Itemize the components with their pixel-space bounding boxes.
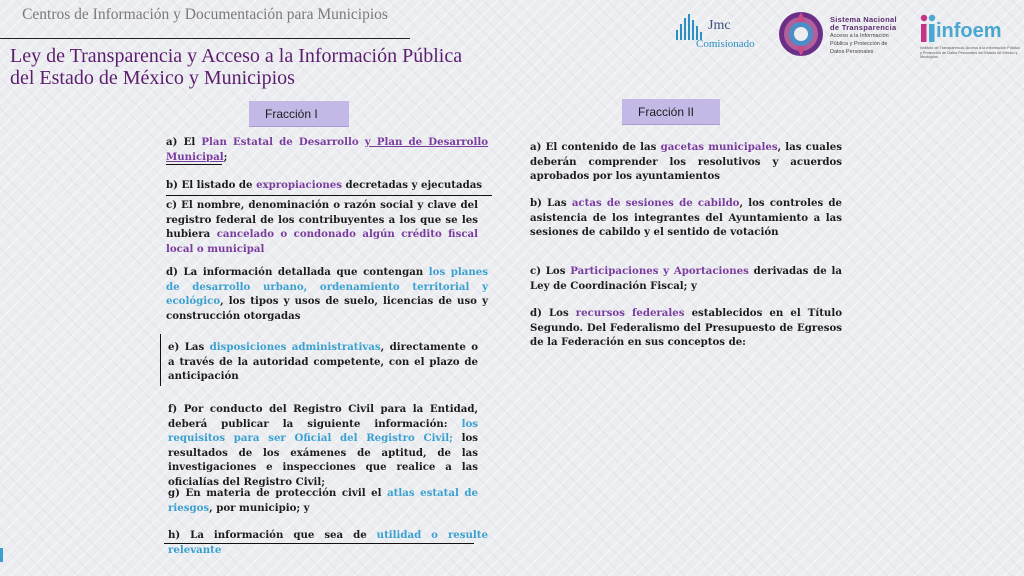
divider-e xyxy=(160,334,161,386)
divider-h xyxy=(164,543,474,544)
fraccion-2-item-b: b) Las actas de sesiones de cabildo, los controles de asistencia de los integrantes del Ayuntamiento a las sesiones de cabildo y el sentido de votación xyxy=(530,197,842,239)
infoem-logo-tagline: Instituto de Transparencia, Acceso a la Información Pública y Protección de Datos Personales del Estado de México y Municipios xyxy=(920,46,1020,60)
page-title: Ley de Transparencia y Acceso a la Información Pública del Estado de México y Municipios xyxy=(10,45,463,89)
snt-logo-line2: de Transparencia xyxy=(830,23,897,32)
jmc-logo-sub: Comisionado xyxy=(696,38,755,50)
fraccion-1-item-e: e) Las disposiciones administrativas, directamente o a través de la autoridad competente, con el plazo de anticipación xyxy=(168,341,478,383)
jmc-bars-icon xyxy=(676,14,706,40)
snt-logo-line1: Sistema Nacional xyxy=(830,15,897,24)
snt-emblem-icon xyxy=(776,10,826,58)
divider-a xyxy=(166,164,222,165)
header-subtitle: Centros de Información y Documentación para Municipios xyxy=(22,6,388,23)
fraccion-2-item-a: a) El contenido de las gacetas municipales, las cuales deberán comprender los resolutivos y acuerdos aprobados por los ayuntamientos xyxy=(530,141,842,183)
slide-edge-marker xyxy=(0,548,3,562)
fraccion-1-item-f: f) Por conducto del Registro Civil para la Entidad, deberá publicar la siguiente información: los requisitos para ser Oficial del Registro Civil; los resultados de los exámenes de aptitud, de las investigaciones e inspecciones que realice a las oficialías del Registro Civil; xyxy=(168,403,478,488)
infoem-i-icon xyxy=(918,14,938,44)
fraccion-1-item-c: c) El nombre, denominación o razón social y clave del registro federal de los contribuyentes a los que se les hubiera cancelado o condonado algún crédito fiscal local o municipal xyxy=(166,199,478,255)
fraccion-2-item-c: c) Los Participaciones y Aportaciones derivadas de la Ley de Coordinación Fiscal; y xyxy=(530,265,842,292)
header-divider xyxy=(0,38,410,39)
infoem-logo-name: infoem xyxy=(936,20,1002,42)
jmc-logo xyxy=(676,12,770,54)
infoem-logo xyxy=(916,10,1020,62)
fraccion-1-item-d: d) La información detallada que contengan los planes de desarrollo urbano, ordenamiento territorial y ecológico, los tipos y usos de suelo, licencias de uso y construcción otorgadas xyxy=(166,266,488,322)
fraccion-1-tab: Fracción I xyxy=(249,101,349,127)
divider-b xyxy=(166,195,492,196)
fraccion-1-item-a: a) El Plan Estatal de Desarrollo y Plan de Desarrollo Municipal; xyxy=(166,136,489,163)
fraccion-1-item-g: g) En materia de protección civil el atlas estatal de riesgos, por municipio; y xyxy=(168,487,478,514)
snt-logo-text xyxy=(830,16,902,56)
jmc-logo-name: Jmc xyxy=(708,18,731,33)
snt-logo-line3: Acceso a la Información Pública y Protección de Datos Personales xyxy=(830,33,889,55)
fraccion-1-item-h: h) La información que sea de utilidad o resulte relevante xyxy=(168,529,488,556)
fraccion-2-tab: Fracción II xyxy=(622,99,720,125)
fraccion-1-item-b: b) El listado de expropiaciones decretadas y ejecutadas xyxy=(166,179,483,191)
snt-logo xyxy=(776,10,902,58)
fraccion-2-item-d: d) Los recursos federales establecidos en el Título Segundo. Del Federalismo del Presupuesto de Egresos de la Federación en sus conceptos de: xyxy=(530,307,842,349)
